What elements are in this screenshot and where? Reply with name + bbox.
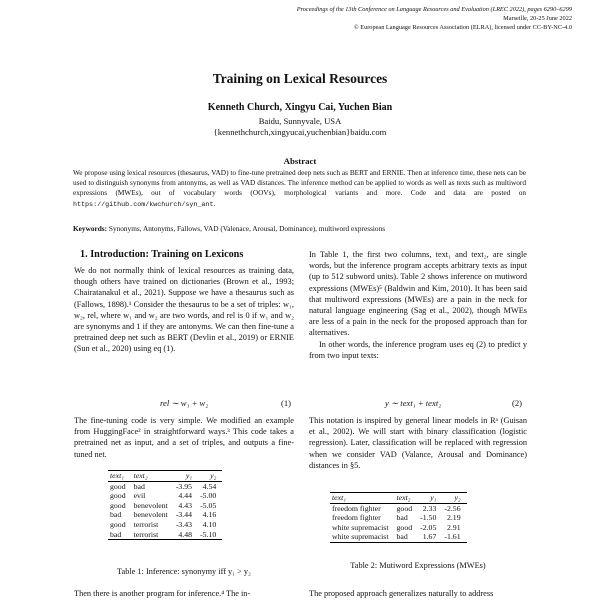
header-line-2: Marseille, 20-25 June 2022 bbox=[503, 15, 572, 23]
proceedings-header bbox=[297, 5, 572, 33]
header-line-1: Proceedings of the 13th Conference on Language Resources and Evaluation (LREC 2022), pages 6290–6299 bbox=[296, 6, 572, 13]
right-col-text-2: In other words, the inference program uses eq (2) to predict y from two input texts: bbox=[309, 339, 527, 360]
table-cell: good bbox=[110, 491, 126, 501]
table-1-col-header: y₁ bbox=[174, 471, 198, 482]
table-cell: -1.61 bbox=[444, 532, 461, 542]
table-cell: white supremacist bbox=[332, 522, 389, 532]
table-cell: good bbox=[110, 481, 126, 491]
equation-2: y ∼ text₁ + text₂ bbox=[385, 398, 442, 408]
table-row bbox=[108, 491, 222, 501]
table-cell: freedom fighter bbox=[332, 513, 381, 523]
table-cell: -2.56 bbox=[444, 503, 461, 513]
table-2-col-header: text₂ bbox=[395, 493, 419, 504]
table-cell: -3.95 bbox=[175, 481, 193, 491]
table-2-col-header: text₁ bbox=[330, 493, 395, 504]
table-cell: 4.43 bbox=[178, 500, 193, 510]
keywords-text: Synonyms, Antonyms, Fallows, VAD (Valenace, Arousal, Dominance), multiword expressions bbox=[108, 224, 386, 233]
table-cell: 1.67 bbox=[422, 532, 437, 542]
affiliation-line-1: Baidu, Sunnyvale, USA bbox=[258, 116, 342, 126]
table-cell: 4.16 bbox=[202, 510, 217, 520]
abstract-text: We propose using lexical resources (thesaurus, VAD) to fine-tune pretrained deep nets such as BERT and ERNIE. Then at inference time, these nets can be used to distinguish synonyms from antonyms, as well as VAD distances. The inference method can be applied to words as well as texts such as multiword expressions (MWEs), out of vocabulary words (OOVs), morphological variants and more. Code and data are posted on bbox=[73, 168, 526, 198]
table-cell: 2.19 bbox=[446, 513, 461, 523]
table-cell: 2.91 bbox=[446, 522, 461, 532]
table-cell: bad bbox=[396, 532, 408, 542]
abstract-heading: Abstract bbox=[283, 156, 317, 166]
table-2-caption: Table 2: Mutiword Expressions (MWEs) bbox=[350, 561, 486, 570]
table-cell: -5.00 bbox=[200, 491, 217, 501]
table-cell: good bbox=[396, 503, 413, 513]
table-row bbox=[330, 532, 467, 542]
table-cell: bad bbox=[110, 529, 122, 539]
table-1-col-header: text₂ bbox=[132, 471, 174, 482]
header-line-3: © European Language Resources Association (ELRA), licensed under CC-BY-NC-4.0 bbox=[353, 24, 572, 32]
table-cell: freedom fighter bbox=[332, 503, 381, 513]
table-cell: -5.10 bbox=[200, 529, 217, 539]
equation-1: rel ∼ w₁ + w₂ bbox=[160, 398, 209, 408]
table-cell: good bbox=[110, 500, 126, 510]
table-row bbox=[330, 503, 467, 513]
table-1-col-header: text₁ bbox=[108, 471, 132, 482]
table-cell: 4.10 bbox=[202, 519, 217, 529]
affiliation-emails: {kennethchurch,xingyucai,yuchenbian}baidu.com bbox=[213, 127, 387, 137]
table-1 bbox=[108, 470, 222, 540]
equation-1-number: (1) bbox=[281, 398, 292, 408]
table-cell: bad bbox=[396, 513, 408, 523]
code-url-link[interactable]: https://github.com/kwchurch/syn_ant bbox=[73, 200, 214, 209]
paper-title: Training on Lexical Resources bbox=[212, 71, 388, 86]
table-cell: white supremacist bbox=[332, 532, 389, 542]
table-cell: 4.54 bbox=[202, 481, 217, 491]
table-1-header-row bbox=[108, 471, 222, 482]
table-2-header-row bbox=[330, 493, 467, 504]
table-cell: -1.50 bbox=[420, 513, 437, 523]
equation-2-number: (2) bbox=[512, 398, 523, 408]
table-cell: bad bbox=[110, 510, 122, 520]
table-row bbox=[108, 481, 222, 491]
table-row bbox=[108, 510, 222, 520]
table-cell: benevolent bbox=[133, 500, 168, 510]
left-col-para-3: Then there is another program for inference.⁴ The in- bbox=[74, 589, 251, 598]
table-cell: benevolent bbox=[133, 510, 168, 520]
table-row bbox=[330, 513, 467, 523]
right-col-para-4: The proposed approach generalizes naturally to address bbox=[309, 589, 494, 598]
table-row bbox=[108, 501, 222, 511]
paper-authors: Kenneth Church, Xingyu Cai, Yuchen Bian bbox=[207, 102, 393, 113]
section-1-heading: 1. Introduction: Training on Lexicons bbox=[80, 249, 244, 260]
table-cell: terrorist bbox=[133, 529, 159, 539]
table-1-caption: Table 1: Inference: synonymy iff y₁ > y₂ bbox=[117, 567, 251, 576]
table-cell: -3.44 bbox=[175, 510, 193, 520]
table-row bbox=[108, 520, 222, 530]
table-cell: -3.43 bbox=[175, 519, 193, 529]
right-col-para-1 bbox=[309, 249, 527, 361]
table-2-col-header: y₁ bbox=[418, 493, 442, 504]
table-1-col-header: y₂ bbox=[198, 471, 222, 482]
table-cell: good bbox=[110, 519, 126, 529]
table-2 bbox=[330, 492, 467, 543]
left-col-para-1: We do not normally think of lexical resources as training data, though others have trained on dictionaries (Brown et al., 1993; Chairatanakul et al., 2021). Suppose we have a thesaurus such as (Fallows, 1898).¹ Consider the thesaurus to be a set of triples: w₁, w₂, rel, where w₁ and w₂ are two words, and rel is 0 if w₁ and w₂ are synonyms and 1 if they are antonyms. We can then fine-tune a pretrained deep net such as BERT (Devlin et al., 2019) or ERNIE (Sun et al., 2020) using eq (1). bbox=[74, 266, 294, 354]
abstract-tail: . bbox=[213, 198, 216, 208]
keywords-label: Keywords: bbox=[73, 224, 108, 233]
table-cell: bad bbox=[133, 481, 145, 491]
left-col-para-2: The fine-tuning code is very simple. We modified an example from HuggingFace² in straightforward ways.³ This code takes a pretrained net as input, and a set of triples, and outputs a fine-tuned net. bbox=[74, 416, 294, 459]
table-cell: 2.33 bbox=[422, 503, 437, 513]
affiliation bbox=[0, 116, 600, 138]
table-cell: good bbox=[396, 522, 413, 532]
table-cell: terrorist bbox=[133, 519, 159, 529]
table-cell: evil bbox=[133, 491, 146, 501]
table-cell: -5.05 bbox=[200, 500, 217, 510]
right-col-para-3: This notation is inspired by general linear models in Rᵃ (Guisan et al., 2002). We will start with binary classification (logistic regression). Later, classification will be replaced with regression when we consider VAD (Valance, Arousal and Dominance) distances in §5. bbox=[309, 416, 527, 470]
table-cell: 4.44 bbox=[178, 491, 193, 501]
table-cell: -2.05 bbox=[420, 522, 437, 532]
table-row bbox=[330, 523, 467, 533]
table-2-col-header: y₂ bbox=[442, 493, 466, 504]
table-row bbox=[108, 530, 222, 540]
keywords-line bbox=[73, 224, 526, 233]
right-col-text-1: In Table 1, the first two columns, text₁ and text₂, are single words, but the inference program accepts arbitrary texts as input (up to 512 subword units). Table 2 shows inference on mutiword expressions (MWEs)⁵ (Baldwin and Kim, 2010). It has been said that multiword expressions (MWEs) are a pain in the neck for natural language engineering (Sag et al., 2002), though MWEs are less of a pain in the neck for the proposed approach than for alternatives. bbox=[309, 250, 527, 338]
abstract-body bbox=[73, 168, 526, 210]
table-cell: 4.48 bbox=[178, 529, 193, 539]
